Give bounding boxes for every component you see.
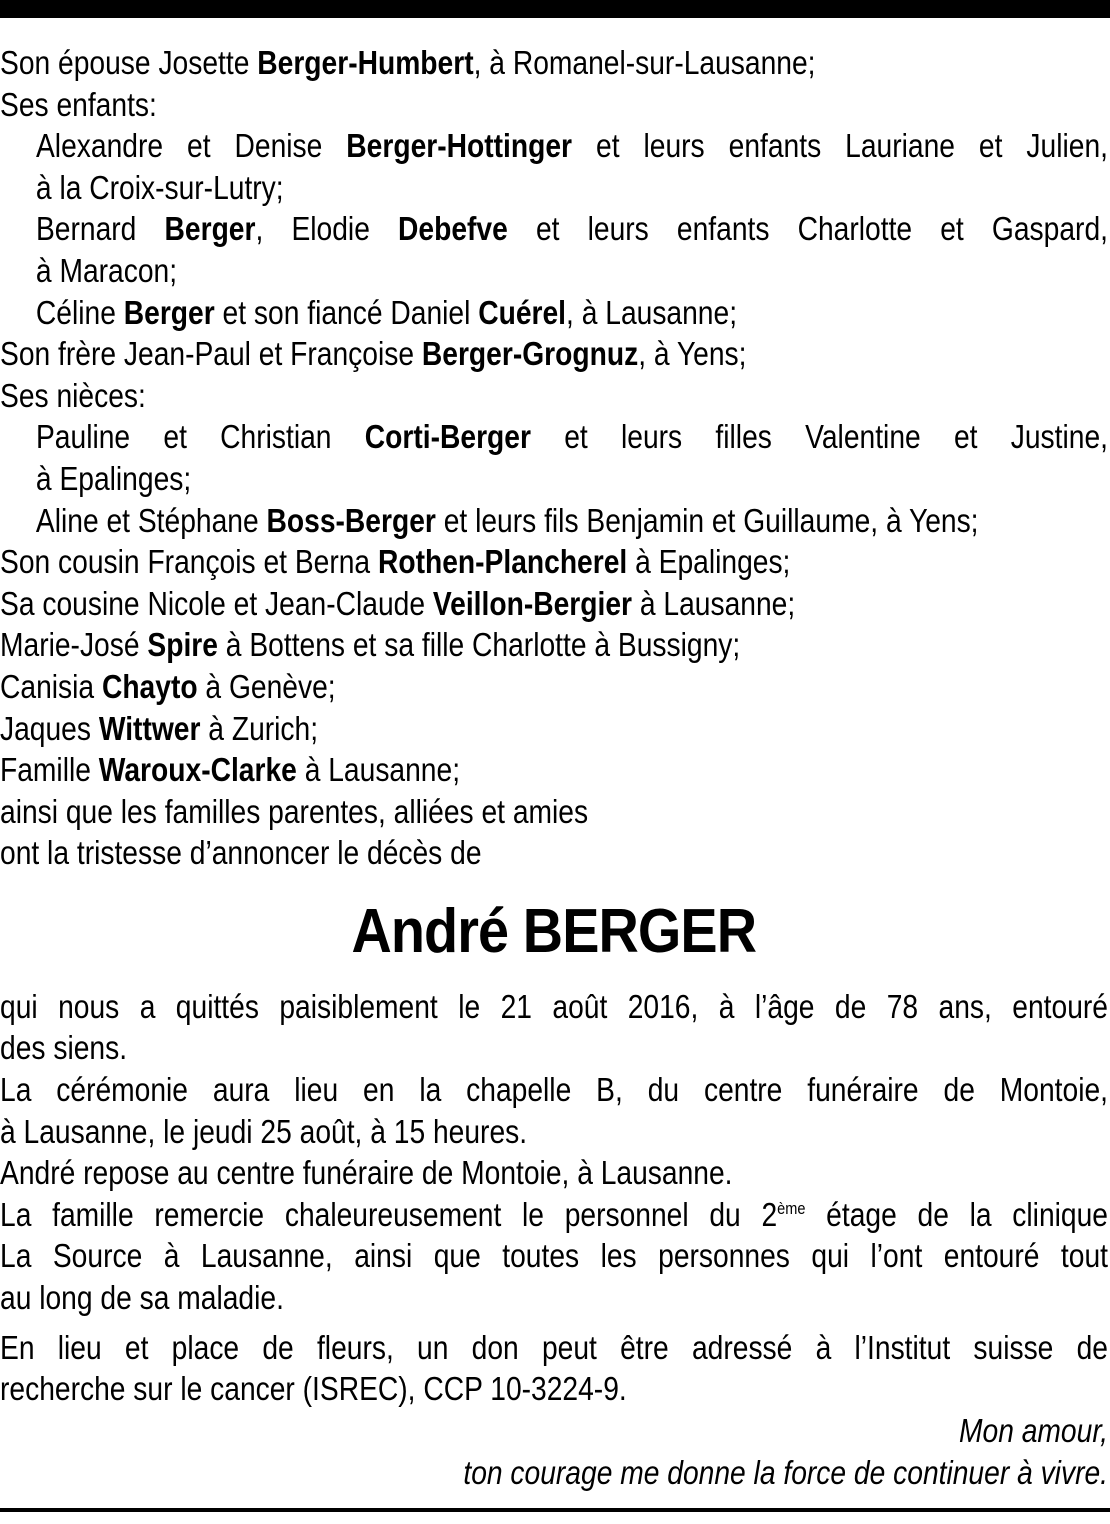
- family-line: à Maracon;: [35, 251, 178, 289]
- body-line: à Lausanne, le jeudi 25 août, à 15 heures.: [0, 1112, 528, 1150]
- body-line: André repose au centre funéraire de Montoie, à Lausanne.: [0, 1154, 733, 1192]
- body-line: qui nous a quittés paisiblement le 21 août 2016, à l’âge de 78 ans, entouré: [0, 987, 1108, 1025]
- family-line: Son cousin François et Berna Rothen-Plancherel à Epalinges;: [0, 543, 791, 581]
- family-line: Alexandre et Denise Berger-Hottinger et leurs enfants Lauriane et Julien,: [35, 127, 1108, 165]
- donation-line: recherche sur le cancer (ISREC), CCP 10-3224-9.: [0, 1370, 627, 1408]
- family-line: Ses enfants:: [0, 85, 157, 123]
- family-line: Bernard Berger, Elodie Debefve et leurs enfants Charlotte et Gaspard,: [35, 210, 1108, 248]
- closing-quote: ton courage me donne la force de continuer à vivre.: [463, 1453, 1108, 1491]
- body-line: des siens.: [0, 1029, 128, 1067]
- bottom-rule: [0, 1508, 1110, 1512]
- family-line: Pauline et Christian Corti-Berger et leurs filles Valentine et Justine,: [35, 418, 1108, 456]
- family-line: Sa cousine Nicole et Jean-Claude Veillon-Bergier à Lausanne;: [0, 584, 796, 622]
- thanks-line: au long de sa maladie.: [0, 1279, 284, 1317]
- family-line: ainsi que les familles parentes, alliées et amies: [0, 792, 589, 830]
- thanks-line: La Source à Lausanne, ainsi que toutes les personnes qui l’ont entouré tout: [0, 1237, 1108, 1275]
- family-line: Son frère Jean-Paul et Françoise Berger-Grognuz, à Yens;: [0, 335, 747, 373]
- family-line: Famille Waroux-Clarke à Lausanne;: [0, 751, 461, 789]
- body-line: La cérémonie aura lieu en la chapelle B, du centre funéraire de Montoie,: [0, 1071, 1108, 1109]
- family-line: Ses nièces:: [0, 376, 146, 414]
- family-line: Son épouse Josette Berger-Humbert, à Romanel-sur-Lausanne;: [0, 44, 816, 81]
- family-line: Aline et Stéphane Boss-Berger et leurs fils Benjamin et Guillaume, à Yens;: [35, 501, 979, 539]
- obituary-notice: [0, 42, 1108, 1494]
- closing-quote: Mon amour,: [959, 1411, 1108, 1449]
- family-line: Jaques Wittwer à Zurich;: [0, 709, 319, 747]
- deceased-name: André BERGER: [351, 896, 757, 966]
- family-line: ont la tristesse d’annoncer le décès de: [0, 834, 482, 872]
- family-line: à Epalinges;: [35, 459, 192, 497]
- top-rule: [0, 0, 1110, 18]
- family-line: Céline Berger et son fiancé Daniel Cuérel, à Lausanne;: [35, 293, 738, 331]
- donation-line: En lieu et place de fleurs, un don peut être adressé à l’Institut suisse de: [0, 1328, 1108, 1366]
- family-line: à la Croix-sur-Lutry;: [35, 168, 284, 206]
- thanks-line: La famille remercie chaleureusement le personnel du 2ème étage de la clinique: [0, 1195, 1108, 1233]
- family-line: Marie-José Spire à Bottens et sa fille Charlotte à Bussigny;: [0, 626, 741, 664]
- family-line: Canisia Chayto à Genève;: [0, 667, 336, 705]
